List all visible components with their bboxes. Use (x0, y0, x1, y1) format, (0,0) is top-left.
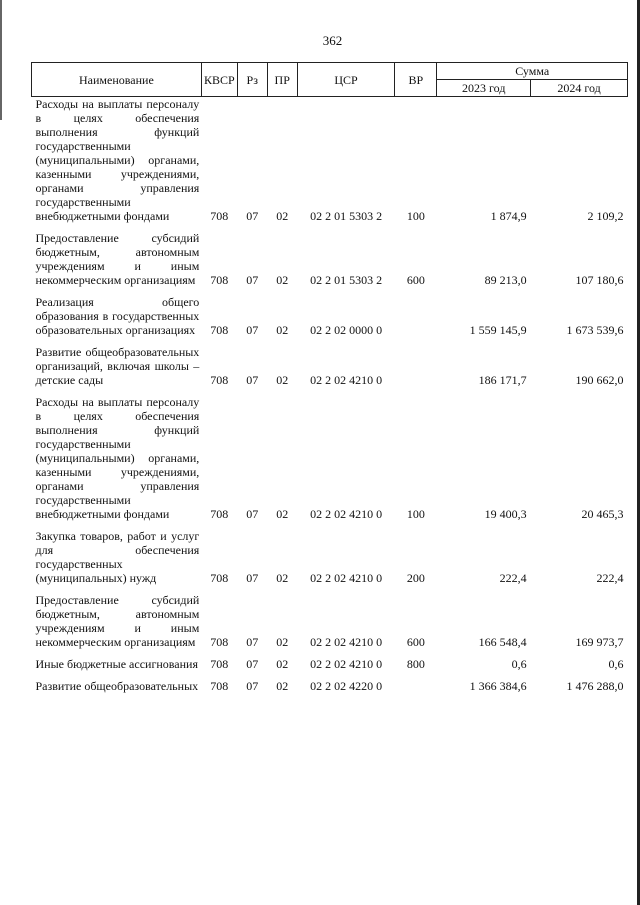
row-name: Предоставление субсидий бюджетным, автономным учреждениям и иным некоммерческим организациям (35, 593, 200, 649)
table-body (32, 97, 628, 702)
table-row (32, 295, 628, 345)
row-vr: 100 (406, 209, 425, 223)
row-csr: 02 2 02 4210 0 (310, 635, 383, 649)
row-amount-2024: 2 109,2 (587, 209, 624, 223)
row-vr (395, 679, 437, 701)
row-name: Расходы на выплаты персоналу в целях обеспечения выполнения функций государственными (муниципальными) органами, казенными учреждениями, органами управления государственными внебюджетными фондами (35, 97, 200, 223)
table-row (32, 529, 628, 593)
row-name: Закупка товаров, работ и услуг для обеспечения государственных (муниципальных) нужд (35, 529, 200, 585)
row-csr: 02 2 02 4210 0 (310, 657, 383, 671)
row-csr: 02 2 02 4210 0 (310, 373, 383, 387)
row-pr: 02 (276, 273, 289, 287)
row-rz: 07 (246, 273, 259, 287)
row-kvsr: 708 (210, 679, 229, 693)
row-rz: 07 (246, 679, 259, 693)
row-name: Иные бюджетные ассигнования (35, 657, 198, 671)
row-rz: 07 (246, 635, 259, 649)
table-row (32, 97, 628, 232)
row-amount-2023: 19 400,3 (484, 507, 527, 521)
row-pr: 02 (276, 571, 289, 585)
row-pr: 02 (276, 373, 289, 387)
table-row (32, 657, 628, 679)
row-pr: 02 (276, 507, 289, 521)
row-kvsr: 708 (210, 635, 229, 649)
row-amount-2023: 89 213,0 (484, 273, 527, 287)
row-pr: 02 (276, 209, 289, 223)
row-kvsr: 708 (210, 507, 229, 521)
row-name: Развитие общеобразовательных (35, 679, 199, 693)
table-row (32, 395, 628, 529)
table-row (32, 345, 628, 395)
header-pr: ПР (267, 63, 297, 97)
row-amount-2023: 186 171,7 (478, 373, 527, 387)
row-amount-2024: 20 465,3 (581, 507, 624, 521)
row-vr: 600 (406, 635, 425, 649)
header-year-2023: 2023 год (437, 80, 531, 97)
row-csr: 02 2 02 4220 0 (310, 679, 383, 693)
row-amount-2024: 1 476 288,0 (566, 679, 624, 693)
header-csr: ЦСР (297, 63, 395, 97)
row-rz: 07 (246, 323, 259, 337)
row-vr: 100 (406, 507, 425, 521)
row-amount-2023: 0,6 (511, 657, 527, 671)
row-vr (395, 345, 437, 395)
header-kvsr: КВСР (201, 63, 237, 97)
row-name: Расходы на выплаты персоналу в целях обеспечения выполнения функций государственными (муниципальными) органами, казенными учреждениями, органами управления государственными внебюджетными фондами (35, 395, 200, 521)
row-csr: 02 2 02 0000 0 (310, 323, 383, 337)
row-vr: 200 (406, 571, 425, 585)
row-rz: 07 (246, 209, 259, 223)
row-csr: 02 2 01 5303 2 (310, 273, 383, 287)
row-amount-2023: 1 559 145,9 (469, 323, 527, 337)
row-name: Реализация общего образования в государственных образовательных организациях (35, 295, 200, 337)
row-vr: 600 (406, 273, 425, 287)
budget-table (31, 62, 628, 701)
row-pr: 02 (276, 657, 289, 671)
header-year-2024: 2024 год (531, 80, 628, 97)
row-amount-2024: 169 973,7 (575, 635, 624, 649)
header-vr: ВР (395, 63, 437, 97)
row-name: Развитие общеобразовательных организаций, включая школы – детские сады (35, 345, 200, 387)
row-amount-2024: 190 662,0 (575, 373, 624, 387)
scan-edge-left (0, 0, 2, 120)
row-kvsr: 708 (210, 657, 229, 671)
row-csr: 02 2 02 4210 0 (310, 571, 383, 585)
table-header (32, 63, 628, 97)
row-amount-2023: 166 548,4 (478, 635, 527, 649)
row-pr: 02 (276, 323, 289, 337)
table-row (32, 231, 628, 295)
table-row (32, 593, 628, 657)
row-csr: 02 2 02 4210 0 (310, 507, 383, 521)
row-amount-2024: 222,4 (596, 571, 624, 585)
row-name: Предоставление субсидий бюджетным, автономным учреждениям и иным некоммерческим организациям (35, 231, 200, 287)
row-vr (395, 295, 437, 345)
row-pr: 02 (276, 679, 289, 693)
row-amount-2023: 222,4 (499, 571, 527, 585)
row-csr: 02 2 01 5303 2 (310, 209, 383, 223)
row-amount-2024: 107 180,6 (575, 273, 624, 287)
row-rz: 07 (246, 507, 259, 521)
row-rz: 07 (246, 657, 259, 671)
row-amount-2024: 1 673 539,6 (566, 323, 624, 337)
row-rz: 07 (246, 373, 259, 387)
row-kvsr: 708 (210, 323, 229, 337)
row-vr: 800 (406, 657, 425, 671)
row-kvsr: 708 (210, 373, 229, 387)
header-name: Наименование (32, 63, 202, 97)
row-amount-2024: 0,6 (608, 657, 624, 671)
row-kvsr: 708 (210, 571, 229, 585)
row-rz: 07 (246, 571, 259, 585)
row-amount-2023: 1 366 384,6 (469, 679, 527, 693)
row-kvsr: 708 (210, 209, 229, 223)
row-kvsr: 708 (210, 273, 229, 287)
page-number: 362 (322, 33, 343, 48)
table-row (32, 679, 628, 701)
header-rz: Рз (237, 63, 267, 97)
header-sum: Сумма (437, 63, 628, 80)
row-pr: 02 (276, 635, 289, 649)
row-amount-2023: 1 874,9 (490, 209, 527, 223)
